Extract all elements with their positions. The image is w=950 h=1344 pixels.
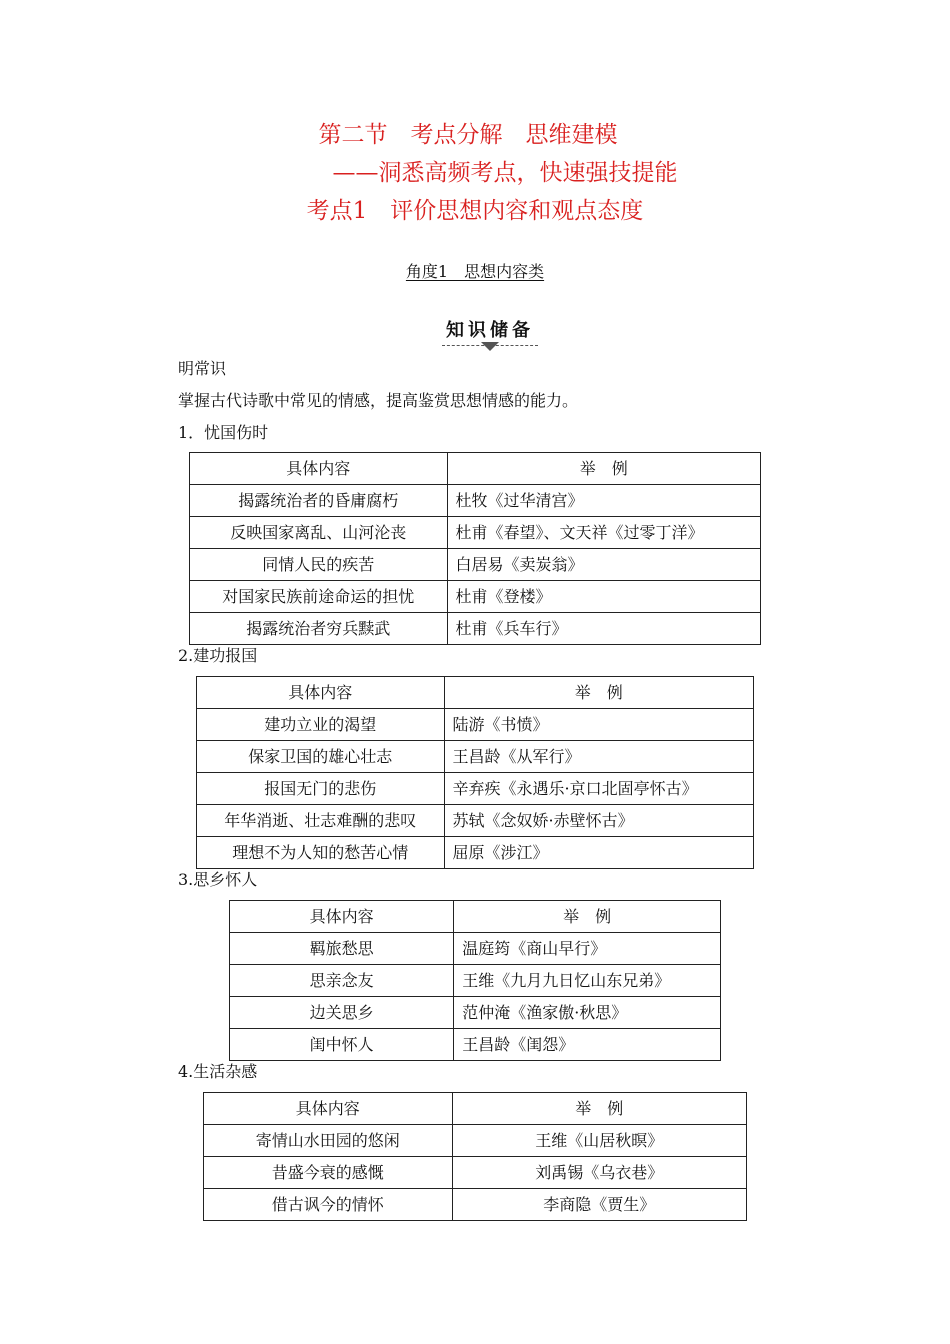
content-cell: 揭露统治者穷兵黩武 bbox=[190, 613, 448, 645]
intro-text: 掌握古代诗歌中常见的情感，提高鉴赏思想情感的能力。 bbox=[178, 391, 579, 410]
table-heading: 1．忧国伤时 bbox=[178, 423, 269, 442]
example-cell: 李商隐《贾生》 bbox=[452, 1189, 746, 1221]
example-cell: 王维《九月九日忆山东兄弟》 bbox=[454, 965, 721, 997]
header-cell: 举 例 bbox=[447, 453, 761, 485]
header-cell: 举 例 bbox=[454, 901, 721, 933]
header-cell: 具体内容 bbox=[190, 453, 448, 485]
table-row bbox=[204, 1125, 747, 1157]
table-row bbox=[204, 1157, 747, 1189]
content-cell: 年华消逝、壮志难酬的悲叹 bbox=[197, 805, 445, 837]
table-header-row bbox=[230, 901, 721, 933]
table-header-row bbox=[204, 1093, 747, 1125]
content-cell: 理想不为人知的愁苦心情 bbox=[197, 837, 445, 869]
example-cell: 杜甫《登楼》 bbox=[447, 581, 761, 613]
content-cell: 边关思乡 bbox=[230, 997, 454, 1029]
header-cell: 举 例 bbox=[444, 677, 753, 709]
angle-heading: 角度1 思想内容类 bbox=[405, 262, 545, 281]
example-cell: 王维《山居秋暝》 bbox=[452, 1125, 746, 1157]
header-cell: 具体内容 bbox=[204, 1093, 453, 1125]
table-row bbox=[204, 1189, 747, 1221]
table-row bbox=[197, 741, 754, 773]
content-cell: 羁旅愁思 bbox=[230, 933, 454, 965]
emotion-table bbox=[189, 452, 761, 645]
section-title: 第二节 考点分解 思维建模 bbox=[318, 122, 618, 148]
content-cell: 对国家民族前途命运的担忧 bbox=[190, 581, 448, 613]
header-cell: 具体内容 bbox=[230, 901, 454, 933]
content-cell: 闺中怀人 bbox=[230, 1029, 454, 1061]
table-header-row bbox=[190, 453, 761, 485]
example-cell: 杜牧《过华清宫》 bbox=[447, 485, 761, 517]
header-cell: 举 例 bbox=[452, 1093, 746, 1125]
table-row bbox=[230, 965, 721, 997]
content-cell: 报国无门的悲伤 bbox=[197, 773, 445, 805]
example-cell: 刘禹锡《乌衣巷》 bbox=[452, 1157, 746, 1189]
emotion-table bbox=[203, 1092, 747, 1221]
example-cell: 苏轼《念奴娇·赤壁怀古》 bbox=[444, 805, 753, 837]
table-row bbox=[197, 805, 754, 837]
example-cell: 范仲淹《渔家傲·秋思》 bbox=[454, 997, 721, 1029]
example-cell: 陆游《书愤》 bbox=[444, 709, 753, 741]
content-cell: 反映国家离乱、山河沦丧 bbox=[190, 517, 448, 549]
content-cell: 借古讽今的情怀 bbox=[204, 1189, 453, 1221]
table-header-row bbox=[197, 677, 754, 709]
example-cell: 杜甫《兵车行》 bbox=[447, 613, 761, 645]
table-row bbox=[190, 549, 761, 581]
example-cell: 杜甫《春望》、文天祥《过零丁洋》 bbox=[447, 517, 761, 549]
content-cell: 昔盛今衰的感慨 bbox=[204, 1157, 453, 1189]
content-cell: 保家卫国的雄心壮志 bbox=[197, 741, 445, 773]
table-heading: 4.生活杂感 bbox=[178, 1062, 258, 1081]
example-cell: 屈原《涉江》 bbox=[444, 837, 753, 869]
table-row bbox=[190, 581, 761, 613]
intro-heading: 明常识 bbox=[178, 359, 227, 378]
table-row bbox=[190, 517, 761, 549]
content-cell: 建功立业的渴望 bbox=[197, 709, 445, 741]
example-cell: 温庭筠《商山早行》 bbox=[454, 933, 721, 965]
example-cell: 王昌龄《闺怨》 bbox=[454, 1029, 721, 1061]
section-subtitle: ——洞悉高频考点，快速强技提能 bbox=[332, 160, 678, 186]
table-heading: 3.思乡怀人 bbox=[178, 870, 258, 889]
header-cell: 具体内容 bbox=[197, 677, 445, 709]
table-row bbox=[197, 773, 754, 805]
table-heading: 2.建功报国 bbox=[178, 646, 258, 665]
example-cell: 辛弃疾《永遇乐·京口北固亭怀古》 bbox=[444, 773, 753, 805]
content-cell: 思亲念友 bbox=[230, 965, 454, 997]
topic-title: 考点1 评价思想内容和观点态度 bbox=[306, 198, 644, 224]
table-row bbox=[190, 613, 761, 645]
table-row bbox=[197, 837, 754, 869]
table-row bbox=[190, 485, 761, 517]
table-row bbox=[230, 997, 721, 1029]
table-row bbox=[230, 933, 721, 965]
example-cell: 白居易《卖炭翁》 bbox=[447, 549, 761, 581]
down-triangle-icon bbox=[481, 342, 499, 351]
example-cell: 王昌龄《从军行》 bbox=[444, 741, 753, 773]
table-row bbox=[230, 1029, 721, 1061]
table-row bbox=[197, 709, 754, 741]
emotion-table bbox=[196, 676, 754, 869]
content-cell: 揭露统治者的昏庸腐朽 bbox=[190, 485, 448, 517]
emotion-table bbox=[229, 900, 721, 1061]
content-cell: 寄情山水田园的悠闲 bbox=[204, 1125, 453, 1157]
content-cell: 同情人民的疾苦 bbox=[190, 549, 448, 581]
knowledge-reserve-label: 知识储备 bbox=[442, 316, 538, 346]
